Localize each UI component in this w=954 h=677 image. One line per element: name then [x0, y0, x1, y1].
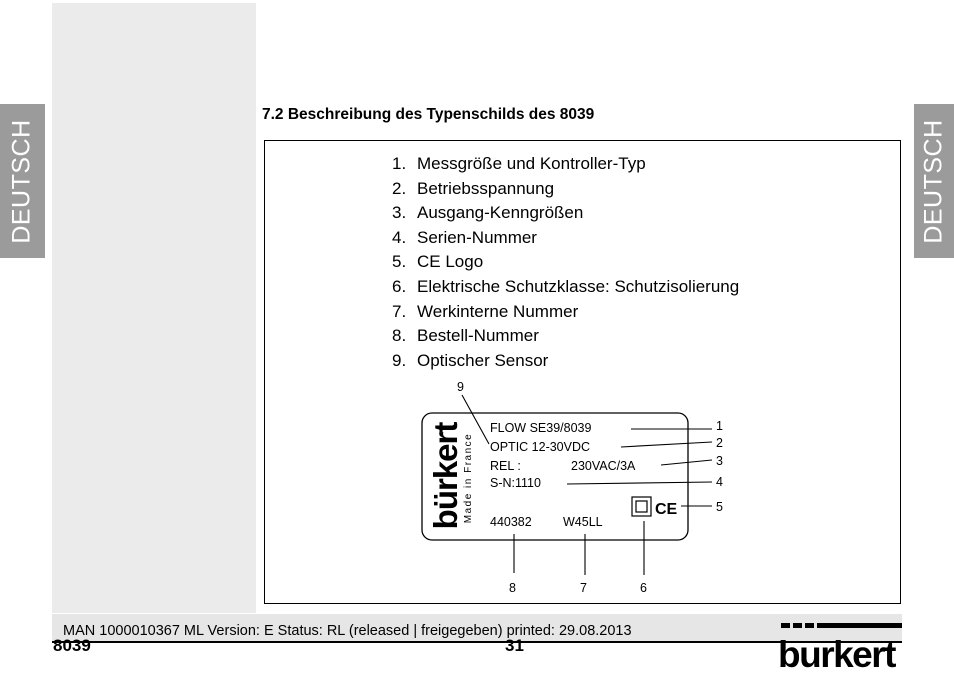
callout-3: 3	[716, 454, 723, 468]
legend-item: 4. Serien-Nummer	[392, 227, 537, 247]
brand-logo-vertical	[427, 422, 464, 530]
svg-text:bürkert: bürkert	[427, 422, 464, 530]
svg-text:Made in France: Made in France	[463, 432, 474, 524]
plate-order-number: 440382	[490, 515, 532, 529]
language-tab-left-label: DEUTSCH	[8, 118, 36, 244]
legend-item: 2. Betriebsspannung	[392, 178, 555, 198]
callout-5: 5	[716, 500, 723, 514]
callout-1: 1	[716, 419, 723, 433]
legend-item: 1. Messgröße und Kontroller-Typ	[392, 154, 646, 173]
made-in-label	[463, 433, 474, 523]
document-status-line: MAN 1000010367 ML Version: E Status: RL (released | freigegeben) printed: 29.08.2013	[63, 623, 632, 639]
legend-item: 6. Elektrische Schutzklasse: Schutzisolierung	[392, 276, 740, 296]
legend-item: 8. Bestell-Nummer	[392, 326, 539, 346]
page-number: 31	[505, 636, 524, 655]
plate-line-type: FLOW SE39/8039	[490, 421, 592, 435]
legend-item: 9. Optischer Sensor	[392, 350, 549, 370]
plate-line-output-value: 230VAC/3A	[571, 459, 636, 473]
callout-2: 2	[716, 436, 723, 450]
footer-model-number: 8039	[53, 636, 91, 655]
callout-8: 8	[509, 581, 516, 595]
callout-4: 4	[716, 475, 723, 489]
ce-mark-icon: CE	[655, 501, 678, 518]
legend-item: 7. Werkinterne Nummer	[392, 301, 579, 321]
plate-line-voltage: OPTIC 12-30VDC	[490, 440, 591, 454]
footer-rule	[52, 641, 902, 643]
burkert-logo	[778, 623, 904, 671]
svg-text:burkert: burkert	[778, 634, 895, 671]
double-insulation-icon	[632, 497, 651, 516]
callout-6: 6	[640, 581, 647, 595]
section-title: 7.2 Beschreibung des Typenschilds des 8039	[262, 106, 595, 123]
legend-item: 5. CE Logo	[392, 252, 484, 272]
callout-7: 7	[580, 581, 587, 595]
plate-line-serial: S-N:1110	[490, 476, 541, 490]
callout-9: 9	[457, 380, 464, 394]
legend-item: 3. Ausgang-Kenngrößen	[392, 203, 584, 223]
language-tab-right-label: DEUTSCH	[919, 118, 948, 244]
plate-line-output-label: REL :	[490, 459, 521, 473]
plate-internal-number: W45LL	[563, 515, 603, 529]
